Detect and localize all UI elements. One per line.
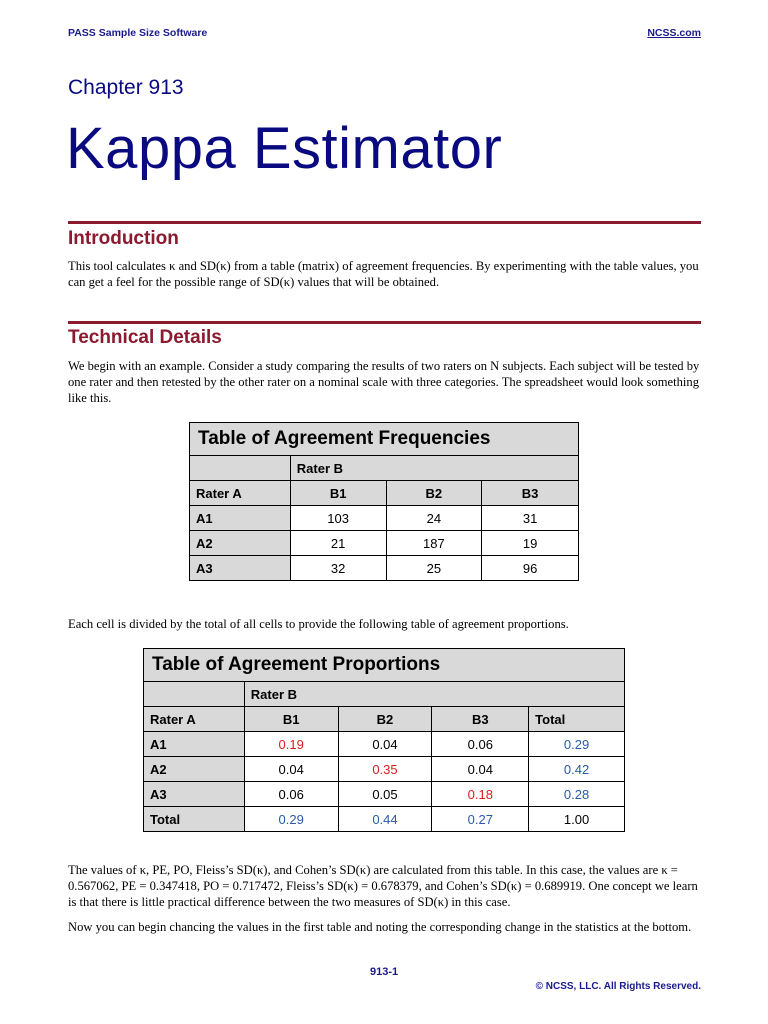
header-software-name: PASS Sample Size Software bbox=[68, 27, 208, 39]
page-number: 913-1 bbox=[370, 966, 399, 978]
tech-paragraph: We begin with an example. Consider a study comparing the results of two raters on N subjects. Each subject will be tested by one rater and then retested by the other rater on a nominal scale with three categories. The spreadsheet would look something like this. bbox=[68, 359, 700, 405]
proportion-cell: 0.04 bbox=[432, 757, 529, 782]
grand-total-cell: 1.00 bbox=[529, 807, 625, 832]
proportions-table bbox=[143, 648, 625, 832]
row-label: A3 bbox=[190, 556, 291, 581]
page-title: Kappa Estimator bbox=[66, 116, 503, 181]
column-header: B2 bbox=[386, 481, 482, 506]
row-total-cell: 0.29 bbox=[529, 732, 625, 757]
row-total-cell: 0.28 bbox=[529, 782, 625, 807]
tech-heading: Technical Details bbox=[68, 327, 222, 348]
column-header: B1 bbox=[244, 707, 338, 732]
frequencies-table-caption: Table of Agreement Frequencies bbox=[190, 423, 579, 456]
row-label: A1 bbox=[144, 732, 245, 757]
table-corner bbox=[190, 456, 291, 481]
intro-paragraph: This tool calculates κ and SD(κ) from a table (matrix) of agreement frequencies. By experimenting with the table values, you can get a feel for the possible range of SD(κ) values that will be obtained. bbox=[68, 259, 699, 289]
header-ncss-link[interactable]: NCSS.com bbox=[647, 27, 701, 39]
rater-a-header: Rater A bbox=[190, 481, 291, 506]
proportion-cell: 0.04 bbox=[244, 757, 338, 782]
between-paragraph: Each cell is divided by the total of all cells to provide the following table of agreement proportions. bbox=[68, 617, 569, 631]
frequency-cell[interactable]: 25 bbox=[386, 556, 482, 581]
row-label: A1 bbox=[190, 506, 291, 531]
copyright-notice: © NCSS, LLC. All Rights Reserved. bbox=[535, 981, 701, 992]
frequency-cell[interactable]: 19 bbox=[482, 531, 579, 556]
row-total-cell: 0.42 bbox=[529, 757, 625, 782]
column-header: B1 bbox=[290, 481, 386, 506]
intro-heading: Introduction bbox=[68, 228, 179, 249]
proportions-table-caption: Table of Agreement Proportions bbox=[144, 649, 625, 682]
table-row bbox=[190, 531, 579, 556]
diagonal-proportion-cell: 0.18 bbox=[432, 782, 529, 807]
table-row bbox=[144, 732, 625, 757]
proportion-cell: 0.05 bbox=[338, 782, 432, 807]
column-header: B2 bbox=[338, 707, 432, 732]
frequency-cell[interactable]: 96 bbox=[482, 556, 579, 581]
frequency-cell[interactable]: 103 bbox=[290, 506, 386, 531]
diagonal-proportion-cell: 0.35 bbox=[338, 757, 432, 782]
column-header: B3 bbox=[432, 707, 529, 732]
values-paragraph: The values of κ, PE, PO, Fleiss’s SD(κ), and Cohen’s SD(κ) are calculated from this table. In this case, the values are κ = 0.567062, PE = 0.347418, PO = 0.717472, Fleiss’s SD(κ) = 0.678379, and Cohen’s SD(κ) = 0.689919. One concept we learn is that there is little practical difference between the two measures of SD(κ) in this case. bbox=[68, 863, 698, 909]
frequency-cell[interactable]: 21 bbox=[290, 531, 386, 556]
frequency-cell[interactable]: 24 bbox=[386, 506, 482, 531]
column-total-cell: 0.29 bbox=[244, 807, 338, 832]
frequency-cell[interactable]: 32 bbox=[290, 556, 386, 581]
proportion-cell: 0.04 bbox=[338, 732, 432, 757]
row-label: A2 bbox=[190, 531, 291, 556]
intro-divider bbox=[68, 221, 701, 224]
column-total-cell: 0.44 bbox=[338, 807, 432, 832]
rater-b-header: Rater B bbox=[244, 682, 624, 707]
table-row bbox=[190, 556, 579, 581]
table-row bbox=[144, 782, 625, 807]
frequency-cell[interactable]: 187 bbox=[386, 531, 482, 556]
row-label: Total bbox=[144, 807, 245, 832]
table-row bbox=[144, 807, 625, 832]
rater-b-header: Rater B bbox=[290, 456, 578, 481]
row-label: A2 bbox=[144, 757, 245, 782]
column-header: B3 bbox=[482, 481, 579, 506]
rater-a-header: Rater A bbox=[144, 707, 245, 732]
column-header: Total bbox=[529, 707, 625, 732]
table-row bbox=[190, 506, 579, 531]
frequencies-table bbox=[189, 422, 579, 581]
column-total-cell: 0.27 bbox=[432, 807, 529, 832]
diagonal-proportion-cell: 0.19 bbox=[244, 732, 338, 757]
frequency-cell[interactable]: 31 bbox=[482, 506, 579, 531]
table-corner bbox=[144, 682, 245, 707]
tech-divider bbox=[68, 321, 701, 324]
proportion-cell: 0.06 bbox=[432, 732, 529, 757]
chapter-label: Chapter 913 bbox=[68, 76, 184, 99]
proportion-cell: 0.06 bbox=[244, 782, 338, 807]
closing-paragraph: Now you can begin chancing the values in the first table and noting the corresponding change in the statistics at the bottom. bbox=[68, 920, 692, 934]
table-row bbox=[144, 757, 625, 782]
row-label: A3 bbox=[144, 782, 245, 807]
